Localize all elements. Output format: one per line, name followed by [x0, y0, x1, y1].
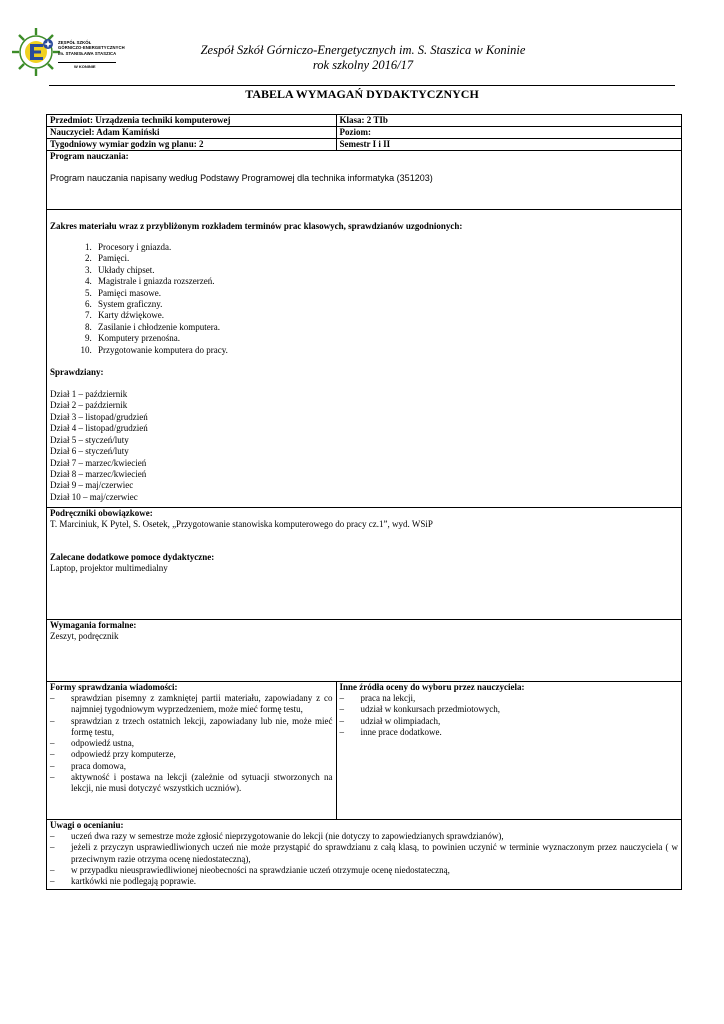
other-sources-list: [340, 693, 678, 738]
books-text: T. Marciniuk, K Pytel, S. Osetek, „Przygotowanie stanowiska komputerowego do pracy cz.1”, wyd. WSiP: [50, 519, 433, 529]
info-row: [47, 115, 682, 127]
list-item: Dział 10 – maj/czerwiec: [50, 491, 138, 502]
list-item: Dział 9 – maj/czerwiec: [50, 480, 134, 491]
list-item: – odpowiedź ustna,: [50, 738, 333, 749]
aids-label: Zalecane dodatkowe pomoce dydaktyczne:: [50, 552, 215, 562]
formal-text: Zeszyt, podręcznik: [50, 631, 119, 641]
remarks-label: Uwagi o ocenianiu:: [50, 820, 124, 830]
list-item: – inne prace dodatkowe.: [340, 727, 678, 738]
level-cell: Poziom:: [336, 127, 681, 139]
other-sources-label: Inne źródła oceny do wyboru przez nauczyciela:: [339, 682, 525, 692]
header-divider: [49, 85, 675, 86]
remarks-list: [50, 831, 678, 887]
tests-list: [50, 389, 678, 503]
list-item: 3. Układy chipset.: [94, 265, 678, 276]
list-item: Dział 2 – październik: [50, 400, 128, 411]
info-row: [47, 139, 682, 151]
list-item: – sprawdzian z trzech ostatnich lekcji, zapowiadany lub nie, może mieć formę testu,: [50, 716, 333, 739]
formal-row: [47, 620, 682, 682]
list-item: 1. Procesory i gniazda.: [94, 242, 678, 253]
class-cell: Klasa: 2 TIb: [336, 115, 681, 127]
books-label: Podręczniki obowiązkowe:: [50, 508, 153, 518]
logo-line: GÓRNICZO-ENERGETYCZNYCH: [58, 45, 125, 51]
scope-row: [47, 210, 682, 508]
assessment-list: [50, 693, 333, 795]
list-item: – udział w konkursach przedmiotowych,: [340, 704, 678, 715]
formal-cell: [47, 620, 682, 682]
scope-label: Zakres materiału wraz z przybliżonym rozkładem terminów prac klasowych, sprawdzianów uzgodnionych:: [50, 221, 463, 231]
list-item: 8. Zasilanie i chłodzenie komputera.: [94, 322, 678, 333]
list-item: 5. Pamięci masowe.: [94, 288, 678, 299]
requirements-table: [46, 114, 682, 890]
logo-city: W KONINIE: [74, 64, 96, 69]
list-item: 10. Przygotowanie komputera do pracy.: [94, 345, 678, 356]
assessment-row: [47, 682, 682, 820]
remarks-row: [47, 820, 682, 890]
program-row: [47, 151, 682, 210]
list-item: Dział 4 – listopad/grudzień: [50, 423, 148, 434]
formal-label: Wymagania formalne:: [50, 620, 137, 630]
list-item: Dział 6 – styczeń/luty: [50, 446, 129, 457]
school-name: Zespół Szkół Górniczo-Energetycznych im. S. Staszica w Koninie: [200, 43, 526, 57]
list-item: 9. Komputery przenośna.: [94, 333, 678, 344]
subject-cell: Przedmiot: Urządzenia techniki komputerowej: [47, 115, 337, 127]
books-cell: [47, 508, 682, 620]
list-item: 6. System graficzny.: [94, 299, 678, 310]
semester-cell: Semestr I i II: [336, 139, 681, 151]
info-row: [47, 127, 682, 139]
other-sources-cell: [336, 682, 681, 820]
topic-list: [50, 242, 678, 356]
program-label: Program nauczania:: [50, 151, 129, 161]
list-item: Dział 3 – listopad/grudzień: [50, 411, 148, 422]
list-item: – w przypadku nieusprawiedliwionej nieobecności na sprawdzianie uczeń otrzymuje ocenę niedostateczną,: [50, 865, 678, 876]
teacher-cell: Nauczyciel: Adam Kamiński: [47, 127, 337, 139]
school-year: rok szkolny 2016/17: [312, 58, 414, 72]
logo-emblem-icon: [12, 28, 60, 76]
logo-divider: [58, 62, 116, 63]
program-cell: [47, 151, 682, 210]
logo-line: ZESPÓŁ SZKÓŁ: [58, 40, 92, 45]
list-item: Dział 7 – marzec/kwiecień: [50, 457, 147, 468]
scope-cell: [47, 210, 682, 508]
list-item: – aktywność i postawa na lekcji (zależnie od sytuacji stworzonych na lekcji, nie musi dotyczyć wszystkich uczniów).: [50, 772, 333, 795]
books-row: [47, 508, 682, 620]
school-heading: [130, 43, 596, 73]
list-item: – kartkówki nie podlegają poprawie.: [50, 876, 678, 887]
aids-text: Laptop, projektor multimedialny: [50, 563, 168, 573]
logo-line: im. STANISŁAWA STASZICA: [58, 50, 117, 56]
list-item: 2. Pamięci.: [94, 253, 678, 264]
list-item: Dział 1 – październik: [50, 389, 128, 400]
document-title: TABELA WYMAGAŃ DYDAKTYCZNYCH: [245, 87, 479, 101]
list-item: – udział w olimpiadach,: [340, 716, 678, 727]
tests-label: Sprawdziany:: [50, 367, 104, 378]
list-item: – jeżeli z przyczyn usprawiedliwionych uczeń nie może przystąpić do sprawdzianu z całą klasą, to powinien uczynić w terminie wyznaczonym przez nauczyciela ( w przeciwnym razie otrzyma ocenę niedostateczną),: [50, 842, 678, 865]
assessment-cell: [47, 682, 337, 820]
list-item: Dział 5 – styczeń/luty: [50, 434, 129, 445]
remarks-cell: [47, 820, 682, 890]
list-item: 7. Karty dźwiękowe.: [94, 310, 678, 321]
logo-caption: [58, 40, 125, 56]
list-item: 4. Magistrale i gniazda rozszerzeń.: [94, 276, 678, 287]
list-item: – sprawdzian pisemny z zamkniętej partii materiału, zapowiadany z co najmniej tygodniowym wyprzedzeniem, może mieć formę testu,: [50, 693, 333, 716]
program-text: Program nauczania napisany według Podstawy Programowej dla technika informatyka (351203): [50, 173, 433, 183]
hours-cell: Tygodniowy wymiar godzin wg planu: 2: [47, 139, 337, 151]
list-item: – uczeń dwa razy w semestrze może zgłosić nieprzygotowanie do lekcji (nie dotyczy to zapowiedzianych sprawdzianów),: [50, 831, 678, 842]
assessment-label: Formy sprawdzania wiadomości:: [50, 682, 178, 692]
list-item: – odpowiedź przy komputerze,: [50, 749, 333, 760]
list-item: – praca domowa,: [50, 761, 333, 772]
list-item: – praca na lekcji,: [340, 693, 678, 704]
list-item: Dział 8 – marzec/kwiecień: [50, 468, 147, 479]
